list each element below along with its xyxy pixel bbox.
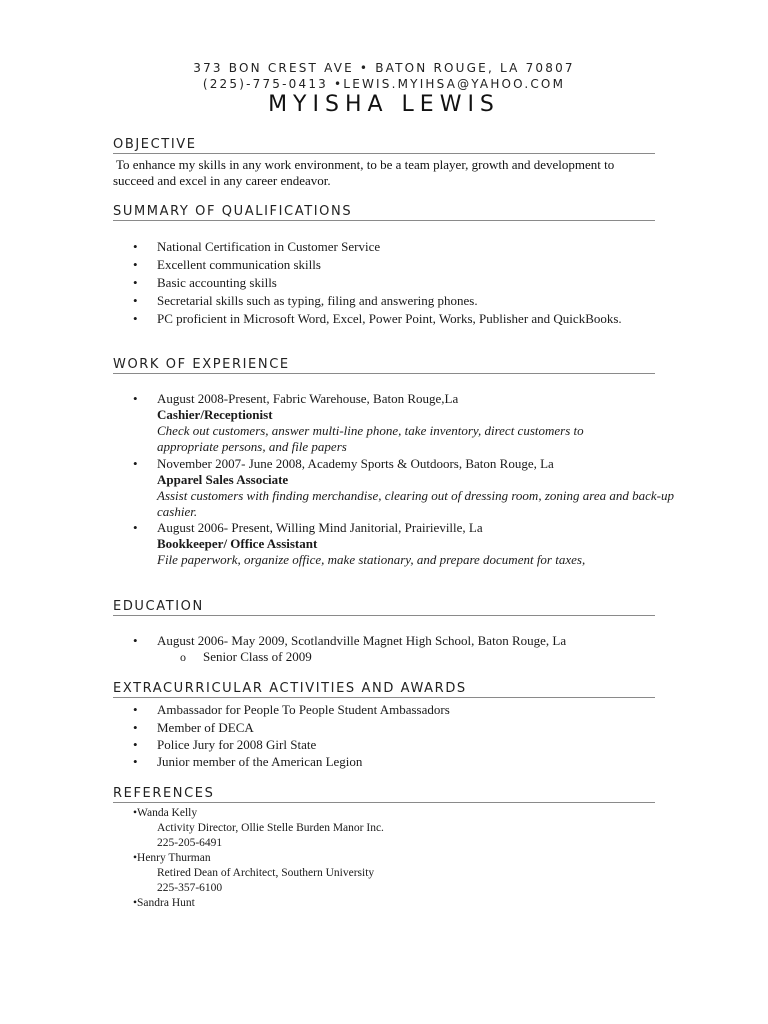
section-title-references: REFERENCES <box>113 786 655 803</box>
reference-name: •Henry Thurman <box>133 852 211 864</box>
job-description: File paperwork, organize office, make stationary, and prepare document for taxes, <box>157 552 586 567</box>
reference-title: Retired Dean of Architect, Southern University <box>157 867 375 879</box>
section-title-activities: EXTRACURRICULAR ACTIVITIES AND AWARDS <box>113 681 655 698</box>
section-title-summary: SUMMARY OF QUALIFICATIONS <box>113 204 655 221</box>
education-sub-item: Senior Class of 2009 <box>203 649 312 664</box>
address-line: 373 BON CREST AVE • BATON ROUGE, LA 70807 <box>193 61 575 75</box>
list-item: PC proficient in Microsoft Word, Excel, Power Point, Works, Publisher and QuickBooks. <box>157 311 622 326</box>
list-item: Basic accounting skills <box>157 275 277 290</box>
list-item: National Certification in Customer Service <box>157 239 381 254</box>
reference-name: •Wanda Kelly <box>133 807 198 819</box>
candidate-name: MYISHA LEWIS <box>268 92 500 117</box>
bullet-marker: • <box>133 239 138 254</box>
job-role: Cashier/Receptionist <box>157 407 273 422</box>
job-description: cashier. <box>157 504 198 519</box>
job-heading: August 2006- Present, Willing Mind Janitorial, Prairieville, La <box>157 520 483 535</box>
reference-phone: 225-205-6491 <box>157 837 223 849</box>
job-heading: August 2008-Present, Fabric Warehouse, Baton Rouge,La <box>157 391 459 406</box>
list-item: Police Jury for 2008 Girl State <box>157 737 317 752</box>
bullet-marker: • <box>133 737 138 752</box>
list-item: Ambassador for People To People Student Ambassadors <box>157 702 450 717</box>
bullet-marker: • <box>133 391 138 406</box>
bullet-marker: • <box>133 311 138 326</box>
bullet-marker: • <box>133 520 138 535</box>
bullet-marker: • <box>133 257 138 272</box>
job-role: Bookkeeper/ Office Assistant <box>157 536 318 551</box>
section-title-experience: WORK OF EXPERIENCE <box>113 357 655 374</box>
contact-line: (225)-775-0413 •LEWIS.MYIHSA@YAHOO.COM <box>202 77 566 91</box>
section-title-education: EDUCATION <box>113 599 655 616</box>
bullet-marker: • <box>133 702 138 717</box>
list-item: Secretarial skills such as typing, filing and answering phones. <box>157 293 478 308</box>
list-item: Member of DECA <box>157 720 254 735</box>
sub-bullet-marker: o <box>180 650 186 664</box>
job-description: Assist customers with finding merchandise, clearing out of dressing room, zoning area and back-up <box>157 488 674 503</box>
job-description: Check out customers, answer multi-line phone, take inventory, direct customers to <box>157 423 584 438</box>
job-description: appropriate persons, and file papers <box>157 439 347 454</box>
list-item: Excellent communication skills <box>157 257 321 272</box>
bullet-marker: • <box>133 275 138 290</box>
bullet-marker: • <box>133 456 138 471</box>
reference-title: Activity Director, Ollie Stelle Burden Manor Inc. <box>157 822 384 834</box>
reference-name: •Sandra Hunt <box>133 897 195 909</box>
reference-phone: 225-357-6100 <box>157 882 223 894</box>
job-heading: November 2007- June 2008, Academy Sports & Outdoors, Baton Rouge, La <box>157 456 554 471</box>
bullet-marker: • <box>133 293 138 308</box>
bullet-marker: • <box>133 720 138 735</box>
bullet-marker: • <box>133 633 138 648</box>
job-role: Apparel Sales Associate <box>157 472 289 487</box>
objective-line-1: To enhance my skills in any work environment, to be a team player, growth and development to <box>113 157 615 172</box>
section-title-objective: OBJECTIVE <box>113 137 655 154</box>
objective-line-2: succeed and excel in any career endeavor. <box>113 173 331 188</box>
bullet-marker: • <box>133 754 138 769</box>
education-item: August 2006- May 2009, Scotlandville Magnet High School, Baton Rouge, La <box>157 633 567 648</box>
list-item: Junior member of the American Legion <box>157 754 363 769</box>
